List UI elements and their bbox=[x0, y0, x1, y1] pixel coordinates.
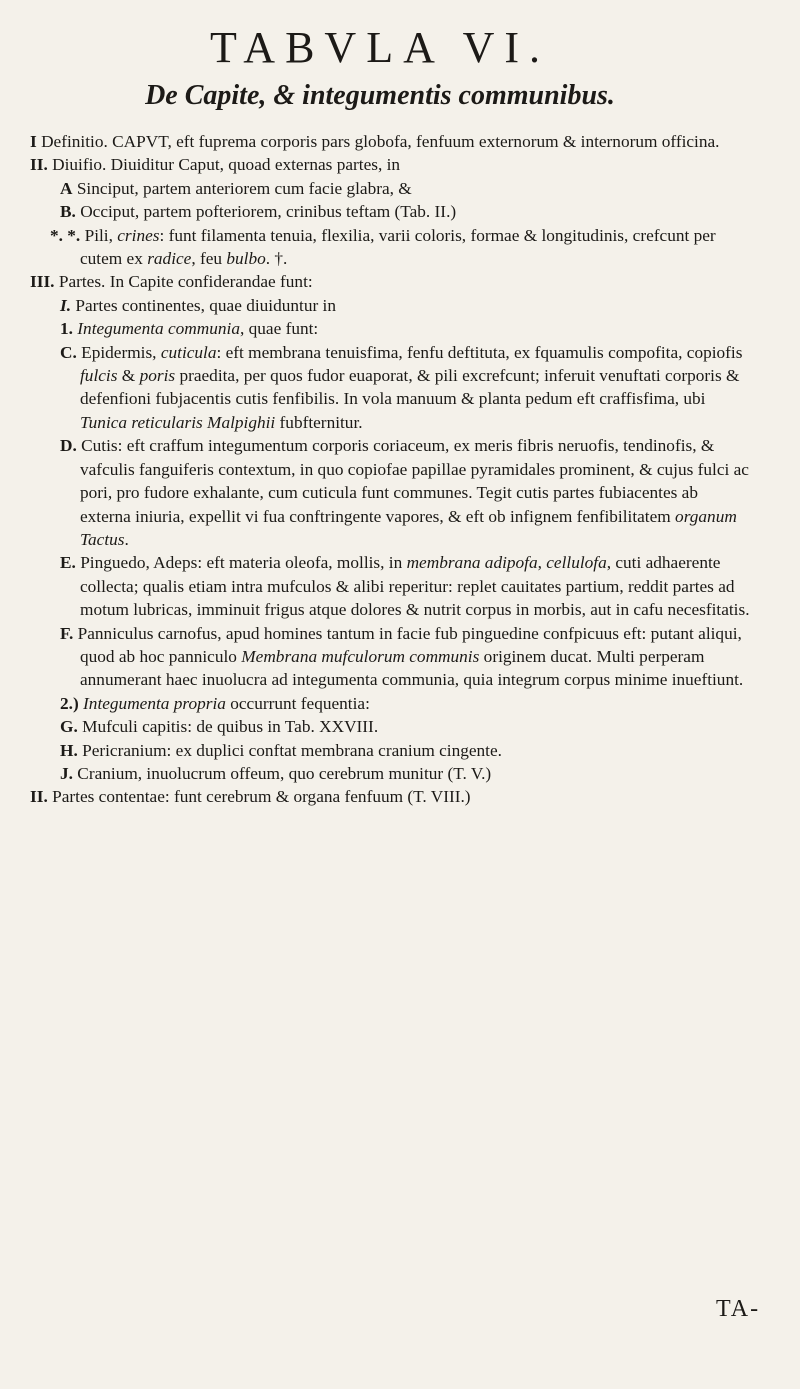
entry-sinciput bbox=[30, 177, 750, 200]
entry-text: Epidermis, bbox=[81, 342, 157, 362]
entry-text: Panniculus carnofus, apud homines tantum in facie fub pinguedine confpicuus eft: putant aliqui, quod ab hoc panniculo bbox=[77, 623, 742, 666]
entry-text: . †. bbox=[265, 249, 288, 269]
entry-definitio bbox=[30, 130, 750, 153]
entry-marker: *. *. bbox=[50, 225, 81, 245]
entry-text: & bbox=[121, 366, 136, 386]
entry-emphasis: radice bbox=[147, 249, 192, 269]
entry-musculi bbox=[30, 715, 750, 738]
entry-text: : eft membrana tenuisfima, fenfu deftituta, ex fquamulis compofita, copiofis bbox=[216, 342, 743, 362]
entry-marker: G. bbox=[60, 717, 78, 737]
entry-emphasis: cellulofa bbox=[546, 553, 607, 573]
entry-marker: 1. bbox=[60, 319, 73, 339]
entry-emphasis: fulcis bbox=[80, 366, 118, 386]
entry-emphasis: Integumenta propria bbox=[83, 693, 226, 713]
entry-text: Sinciput, partem anteriorem cum facie glabra, & bbox=[76, 178, 412, 198]
entry-text: praedita, per quos fudor euaporat, & pili excrefcunt; inferuit venuftati corporis & defenfioni fubjacentis cutis fenfibilis. In vola manuum & planta pedum eft craffisfima, ubi bbox=[80, 366, 740, 409]
entry-text: Partes. In Capite confiderandae funt: bbox=[58, 272, 313, 292]
entry-text: Pili, bbox=[84, 225, 113, 245]
entry-emphasis: membrana adipofa bbox=[406, 553, 538, 573]
entry-pili bbox=[30, 224, 750, 271]
entry-cranium bbox=[30, 762, 750, 785]
table-title: TABVLA VI. bbox=[209, 23, 551, 72]
entry-partes-continentes bbox=[30, 294, 750, 317]
entry-text: occurrunt fequentia: bbox=[230, 693, 370, 713]
entry-cutis bbox=[30, 434, 750, 551]
entry-marker: E. bbox=[60, 553, 76, 573]
entry-text: Diuifio. Diuiditur Caput, quoad externas partes, in bbox=[52, 155, 401, 175]
entry-text: Definitio. CAPVT, eft fuprema corporis pars globofa, fenfuum externorum & internorum officina. bbox=[41, 132, 720, 151]
entry-marker: I bbox=[30, 132, 37, 151]
entry-text: , bbox=[537, 553, 542, 573]
entry-marker: II. bbox=[30, 787, 48, 807]
entry-marker: B. bbox=[60, 202, 76, 222]
entry-text: Pericranium: ex duplici conftat membrana cranium cingente. bbox=[82, 740, 502, 760]
entry-pinguedo bbox=[30, 551, 750, 621]
entry-emphasis: Membrana mufculorum communis bbox=[241, 646, 480, 666]
entry-emphasis: Tunica reticularis Malpighii bbox=[80, 412, 276, 432]
entry-text: , quae funt: bbox=[240, 319, 319, 339]
entry-marker: F. bbox=[60, 623, 74, 643]
entry-text: fubfternitur. bbox=[279, 412, 363, 432]
entry-integumenta-propria bbox=[30, 692, 750, 715]
entry-marker: C. bbox=[60, 342, 77, 362]
entry-text: Occiput, partem pofteriorem, crinibus teftam (Tab. II.) bbox=[80, 202, 457, 222]
entry-text: Partes continentes, quae diuiduntur in bbox=[75, 295, 336, 315]
entry-marker: II. bbox=[30, 155, 48, 175]
entry-occiput bbox=[30, 200, 750, 223]
entry-emphasis: bulbo bbox=[226, 249, 266, 269]
entry-text: Cutis: eft craffum integumentum corporis coriaceum, ex meris fibris neruofis, tendinofis, & vafculis fanguiferis contextum, in quo copiofae papillae pyramidales prominent, & cujus fulci ac pori, pro fudore exhalante, cum cuticula funt communes. Tegit cutis partes fubiacentes ab externa iniuria, expellit vi fua conftringente vapores, & eft ob infignem fenfibilitatem bbox=[80, 436, 749, 526]
entry-emphasis: cuticula bbox=[160, 342, 217, 362]
entry-text: Mufculi capitis: de quibus in Tab. XXVIII. bbox=[82, 717, 379, 737]
entry-diuisio bbox=[30, 153, 750, 176]
entry-marker: I. bbox=[60, 295, 72, 315]
entry-marker: 2.) bbox=[60, 693, 79, 713]
entry-text: Partes contentae: funt cerebrum & organa fenfuum (T. VIII.) bbox=[52, 787, 471, 807]
body-text bbox=[30, 130, 750, 809]
entry-partes-contentae bbox=[30, 785, 750, 808]
entry-emphasis: crines bbox=[117, 225, 160, 245]
entry-emphasis: Integumenta communia bbox=[77, 319, 240, 339]
entry-emphasis: poris bbox=[139, 366, 176, 386]
entry-integumenta-communia bbox=[30, 317, 750, 340]
entry-marker: D. bbox=[60, 436, 77, 456]
entry-text: originem ducat. Multi perperam annumerant haec inuolucra ad integumenta communia, quia integrum corpus minime inueftiunt. bbox=[80, 646, 744, 690]
entry-emphasis: organum Tactus bbox=[80, 506, 737, 549]
entry-pericranium bbox=[30, 739, 750, 762]
entry-text: Cranium, inuolucrum offeum, quo cerebrum munitur (T. V.) bbox=[77, 763, 492, 783]
entry-marker: H. bbox=[60, 740, 78, 760]
entry-partes bbox=[30, 270, 750, 293]
entry-text: , cuti adhaerente collecta; qualis etiam intra mufculos & alibi reperitur: replet cauitates partium, reddit partes ad motum lubricas, imminuit frigus atque dolores & nutrit corpus in morbis, aut in cafu necesfitatis. bbox=[80, 553, 750, 620]
entry-marker: J. bbox=[60, 763, 73, 783]
entry-marker: III. bbox=[30, 272, 55, 292]
entry-marker: A bbox=[60, 178, 73, 198]
entry-text: Pinguedo, Adeps: eft materia oleofa, mollis, in bbox=[80, 553, 403, 573]
entry-text: , feu bbox=[191, 249, 223, 269]
subtitle: De Capite, & integumentis communibus. bbox=[145, 80, 615, 111]
entry-text: . bbox=[124, 529, 129, 549]
entry-epidermis bbox=[30, 341, 750, 435]
entry-panniculus bbox=[30, 622, 750, 692]
catchword: TA- bbox=[716, 1296, 761, 1322]
entry-text: : funt filamenta tenuia, flexilia, varii coloris, formae & longitudinis, crefcunt per cutem ex bbox=[80, 225, 716, 269]
